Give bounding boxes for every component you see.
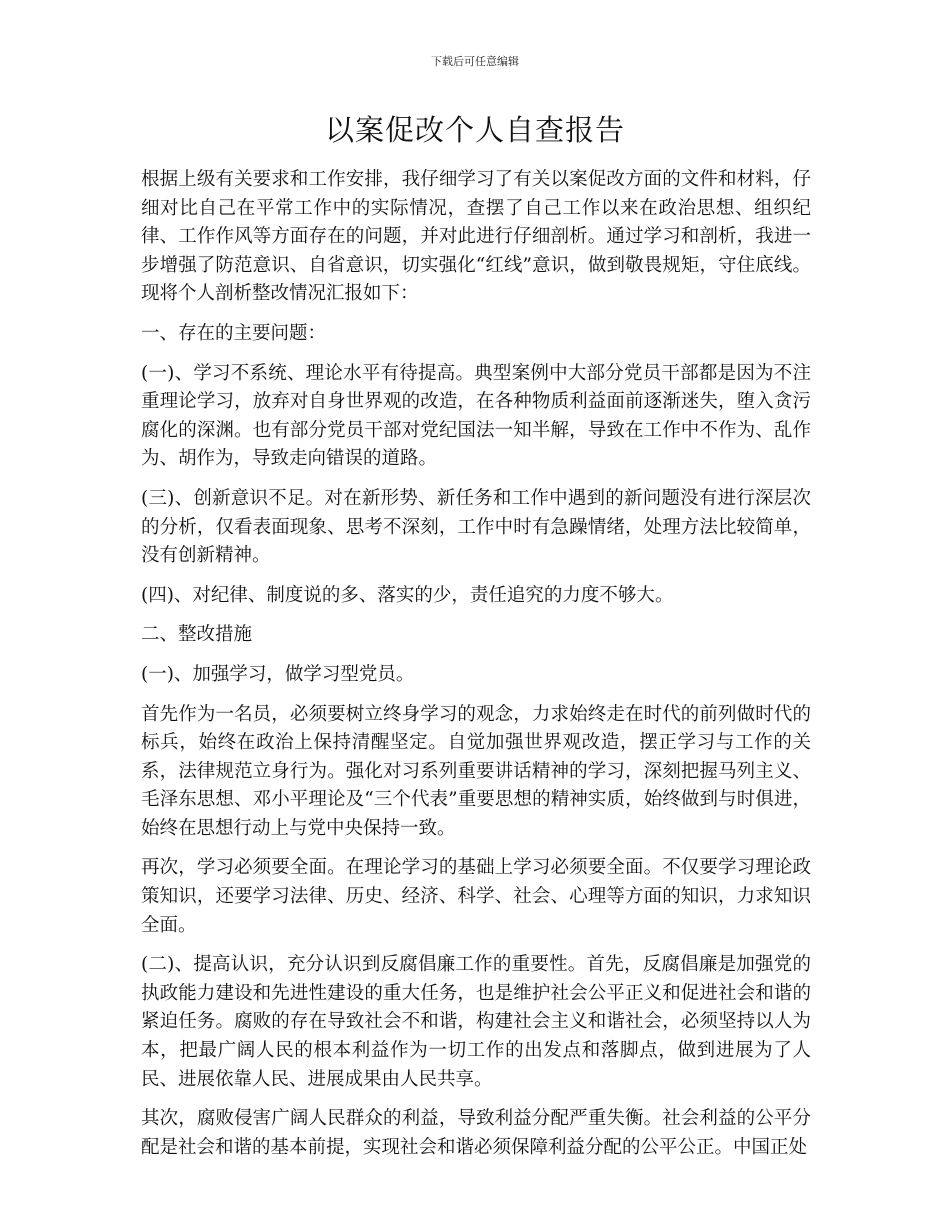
paragraph-measure-1a: 首先作为一名员，必须要树立终身学习的观念，力求始终走在时代的前列做时代的标兵，始终在政治上保持清醒坚定。自觉加强世界观改造，摆正学习与工作的关系，法律规范立身行为。强化对习系列重要讲话精神的学习，深刻把握马列主义、毛泽东思想、邓小平理论及“三个代表”重要思想的精神实质，始终做到与时俱进，始终在思想行动上与党中央保持一致。 — [141, 703, 811, 839]
paragraph-measure-1b: 再次，学习必须要全面。在理论学习的基础上学习必须要全面。不仅要学习理论政策知识，还要学习法律、历史、经济、科学、社会、心理等方面的知识，力求知识全面。 — [141, 857, 811, 936]
paragraph-problem-4: (四)、对纪律、制度说的多、落实的少，责任追究的力度不够大。 — [141, 584, 674, 606]
document-body — [141, 166, 811, 1173]
section-heading-problems: 一、存在的主要问题： — [141, 322, 327, 344]
section-heading-measures: 二、整改措施 — [141, 624, 253, 646]
paragraph-intro: 根据上级有关要求和工作安排，我仔细学习了有关以案促改方面的文件和材料，仔细对比自己在平常工作中的实际情况，查摆了自己工作以来在政治思想、组织纪律、工作作风等方面存在的问题，并对此进行仔细剖析。通过学习和剖析，我进一步增强了防范意识、自省意识，切实强化“红线”意识，做到敬畏规矩，守住底线。现将个人剖析整改情况汇报如下： — [141, 169, 811, 305]
subheading-measure-1: (一)、加强学习，做学习型党员。 — [141, 663, 415, 685]
header-note: 下载后可任意编辑 — [431, 55, 519, 68]
document-title: 以案促改个人自查报告 — [324, 113, 625, 147]
paragraph-problem-3: (三)、创新意识不足。对在新形势、新任务和工作中遇到的新问题没有进行深层次的分析，仅看表面现象、思考不深刻，工作中时有急躁情绪，处理方法比较简单，没有创新精神。 — [141, 487, 811, 567]
paragraph-problem-1: (一)、学习不系统、理论水平有待提高。典型案例中大部分党员干部都是因为不注重理论学习，放弃对自身世界观的改造，在各种物质利益面前逐渐迷失，堕入贪污腐化的深渊。也有部分党员干部对党纪国法一知半解，导致在工作中不作为、乱作为、胡作为，导致走向错误的道路。 — [141, 362, 811, 470]
paragraph-measure-2b: 其次，腐败侵害广阔人民群众的利益，导致利益分配严重失衡。社会利益的公平分配是社会和谐的基本前提，实现社会和谐必须保障利益分配的公平公正。中国正处 — [141, 1108, 811, 1158]
paragraph-measure-2: (二)、提高认识，充分认识到反腐倡廉工作的重要性。首先，反腐倡廉是加强党的执政能力建设和先进性建设的重大任务，也是维护社会公平正义和促进社会和谐的紧迫任务。腐败的存在导致社会不和谐，构建社会主义和谐社会，必须坚持以人为本，把最广阔人民的根本利益作为一切工作的出发点和落脚点，做到进展为了人民、进展依靠人民、进展成果由人民共享。 — [141, 954, 811, 1090]
